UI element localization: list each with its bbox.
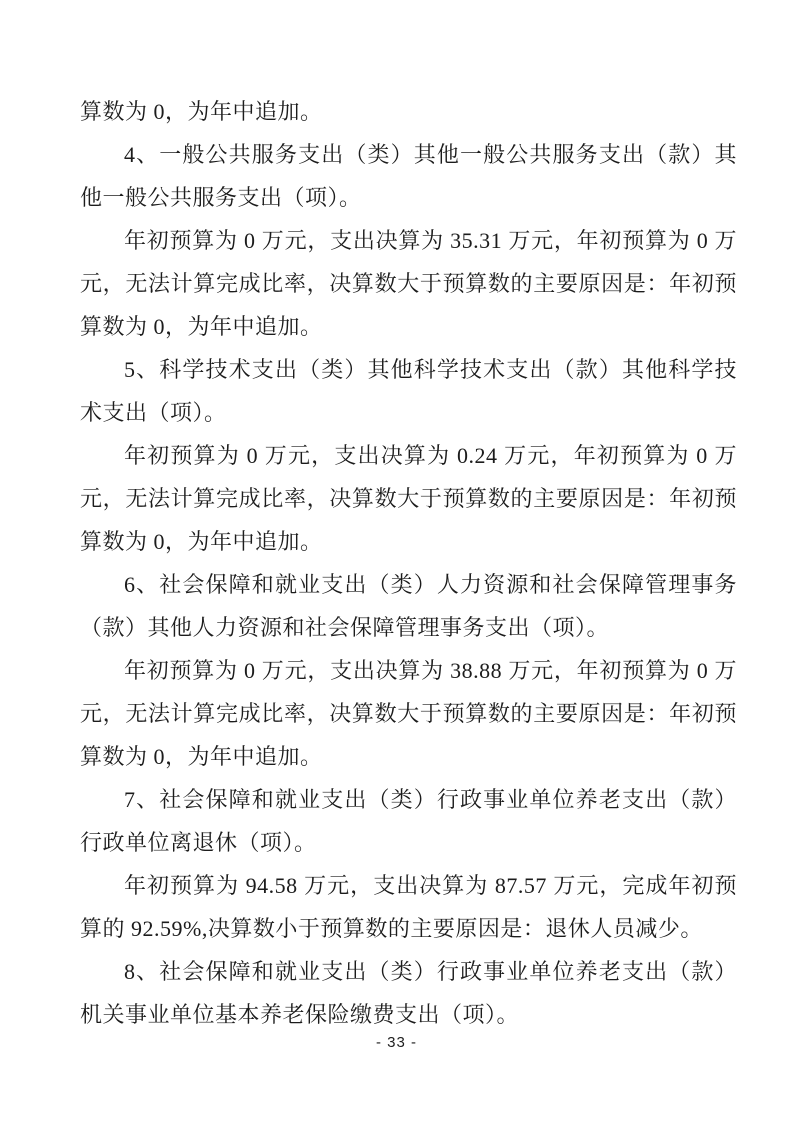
paragraph: 5、科学技术支出（类）其他科学技术支出（款）其他科学技术支出（项）。 [80, 357, 737, 425]
paragraph: 年初预算为 0 万元，支出决算为 35.31 万元，年初预算为 0 万元，无法计算完成比率，决算数大于预算数的主要原因是：年初预算数为 0，为年中追加。 [80, 228, 737, 339]
paragraph: 算数为 0，为年中追加。 [80, 99, 323, 124]
paragraph: 8、社会保障和就业支出（类）行政事业单位养老支出（款）机关事业单位基本养老保险缴费支出（项）。 [80, 959, 737, 1027]
paragraph: 年初预算为 94.58 万元，支出决算为 87.57 万元，完成年初预算的 92.59%,决算数小于预算数的主要原因是：退休人员减少。 [80, 873, 737, 941]
paragraph: 年初预算为 0 万元，支出决算为 38.88 万元，年初预算为 0 万元，无法计算完成比率，决算数大于预算数的主要原因是：年初预算数为 0，为年中追加。 [80, 658, 737, 769]
paragraph: 4、一般公共服务支出（类）其他一般公共服务支出（款）其他一般公共服务支出（项）。 [80, 142, 737, 210]
page-number: - 33 - [375, 1034, 417, 1051]
paragraph: 7、社会保障和就业支出（类）行政事业单位养老支出（款）行政单位离退休（项）。 [80, 787, 737, 855]
paragraph: 6、社会保障和就业支出（类）人力资源和社会保障管理事务（款）其他人力资源和社会保障管理事务支出（项）。 [80, 572, 737, 640]
document-body [80, 90, 737, 1036]
paragraph: 年初预算为 0 万元，支出决算为 0.24 万元，年初预算为 0 万元，无法计算完成比率，决算数大于预算数的主要原因是：年初预算数为 0，为年中追加。 [80, 443, 737, 554]
